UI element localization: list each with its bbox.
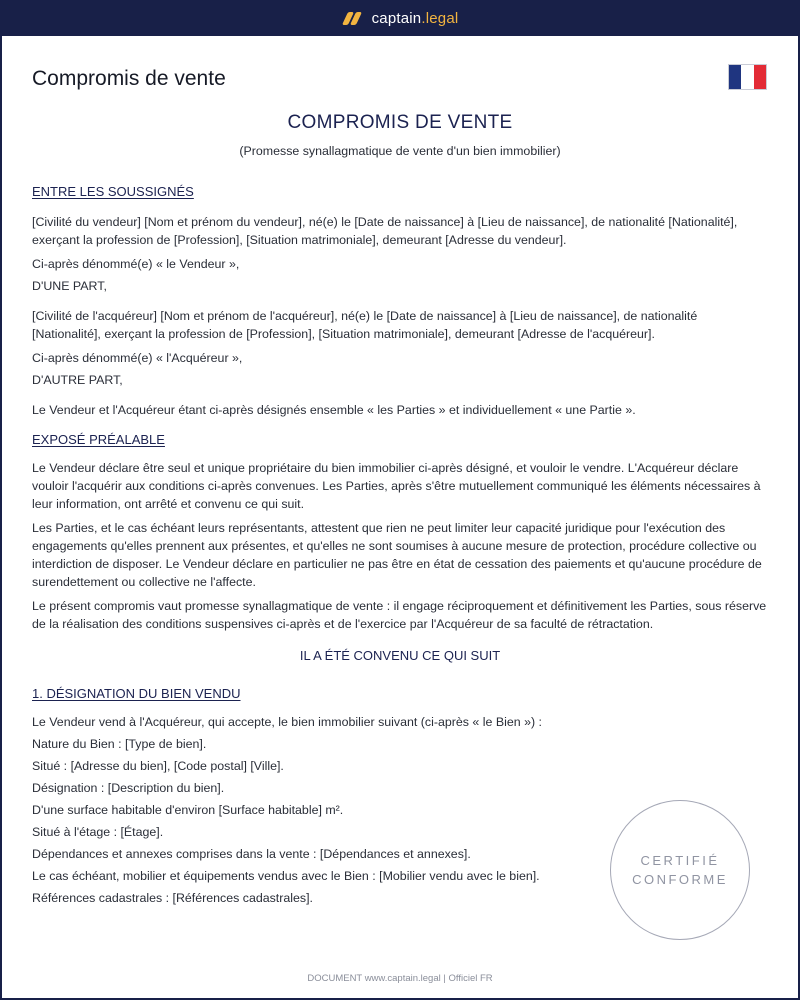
expose-paragraph-3: Le présent compromis vaut promesse synallagmatique de vente : il engage réciproquement et définitivement les Parties, sous réserve de la réalisation des conditions suspensives ci-après et de l'exercice par l'Acquéreur de sa faculté de rétractation. [32, 599, 767, 631]
designation-item: Situé : [Adresse du bien], [Code postal] [Ville]. [32, 759, 284, 773]
document-main-title: COMPROMIS DE VENTE [287, 112, 513, 133]
document-body [32, 112, 768, 907]
designation-item: Références cadastrales : [Références cadastrales]. [32, 891, 313, 905]
designation-item: Situé à l'étage : [Étage]. [32, 825, 164, 839]
buyer-paragraph: [Civilité de l'acquéreur] [Nom et prénom de l'acquéreur], né(e) le [Date de naissance] à [Lieu de naissance], de nationalité [Nationalité], exerçant la profession de [Profession], [Situation matrimoniale], demeurant [Adresse de l'acquéreur]. [32, 309, 698, 341]
designation-item: Le cas échéant, mobilier et équipements vendus avec le Bien : [Mobilier vendu avec le bien]. [32, 869, 540, 883]
seller-paragraph: [Civilité du vendeur] [Nom et prénom du vendeur], né(e) le [Date de naissance] à [Lieu de naissance], de nationalité [Nationalité], exerçant la profession de [Profession], [Situation matrimoniale], demeurant [Adresse du vendeur]. [32, 215, 738, 247]
stamp-line-2: CONFORME [632, 872, 728, 887]
slash-logo-icon [342, 10, 362, 26]
brand-logo[interactable] [342, 10, 459, 27]
buyer-alias: Ci-après dénommé(e) « l'Acquéreur », [32, 351, 243, 365]
buyer-part: D'AUTRE PART, [32, 373, 123, 387]
designation-item: D'une surface habitable d'environ [Surface habitable] m². [32, 803, 344, 817]
document-footer: DOCUMENT www.captain.legal | Officiel FR [307, 973, 493, 984]
designation-item: Nature du Bien : [Type de bien]. [32, 737, 207, 751]
expose-paragraph-1: Le Vendeur déclare être seul et unique propriétaire du bien immobilier ci-après désigné, et vouloir le vendre. L'Acquéreur déclare vouloir l'acquérir aux conditions ci-après convenues. Les Parties, après s'être mutuellement communiqué les éléments nécessaires à leur information, ont arrêté et convenu ce qui suit. [32, 461, 761, 511]
section-heading-expose: EXPOSÉ PRÉALABLE [32, 432, 165, 447]
agreed-heading: IL A ÉTÉ CONVENU CE QUI SUIT [299, 648, 501, 663]
page-title: Compromis de vente [32, 67, 226, 90]
stamp-line-1: CERTIFIÉ [640, 853, 720, 868]
section-heading-designation: 1. DÉSIGNATION DU BIEN VENDU [32, 686, 241, 701]
seller-part: D'UNE PART, [32, 279, 107, 293]
expose-paragraph-2: Les Parties, et le cas échéant leurs représentants, attestent que rien ne peut limiter leur capacité juridique pour l'exécution des engagements qu'elles prennent aux présentes, et qu'elles ne sont soumises à aucune mesure de protection, procédure collective ou interdiction de disposer. Le Vendeur déclare en particulier ne pas être en état de cessation des paiements et qu'aucune procédure de surendettement ou collective ne l'affecte. [32, 521, 762, 589]
certified-stamp [610, 800, 750, 940]
designation-item: Dépendances et annexes comprises dans la vente : [Dépendances et annexes]. [32, 847, 471, 861]
designation-item: Désignation : [Description du bien]. [32, 781, 225, 795]
section-heading-parties: ENTRE LES SOUSSIGNÉS [32, 184, 194, 199]
parties-together: Le Vendeur et l'Acquéreur étant ci-après désignés ensemble « les Parties » et individuellement « une Partie ». [32, 403, 636, 417]
top-bar [0, 0, 800, 36]
brand-name: captain.legal [371, 9, 459, 27]
designation-intro: Le Vendeur vend à l'Acquéreur, qui accepte, le bien immobilier suivant (ci-après « le Bien ») : [32, 715, 542, 729]
france-flag-icon [728, 64, 767, 90]
document-subtitle: (Promesse synallagmatique de vente d'un bien immobilier) [239, 144, 561, 158]
seller-alias: Ci-après dénommé(e) « le Vendeur », [32, 257, 240, 271]
